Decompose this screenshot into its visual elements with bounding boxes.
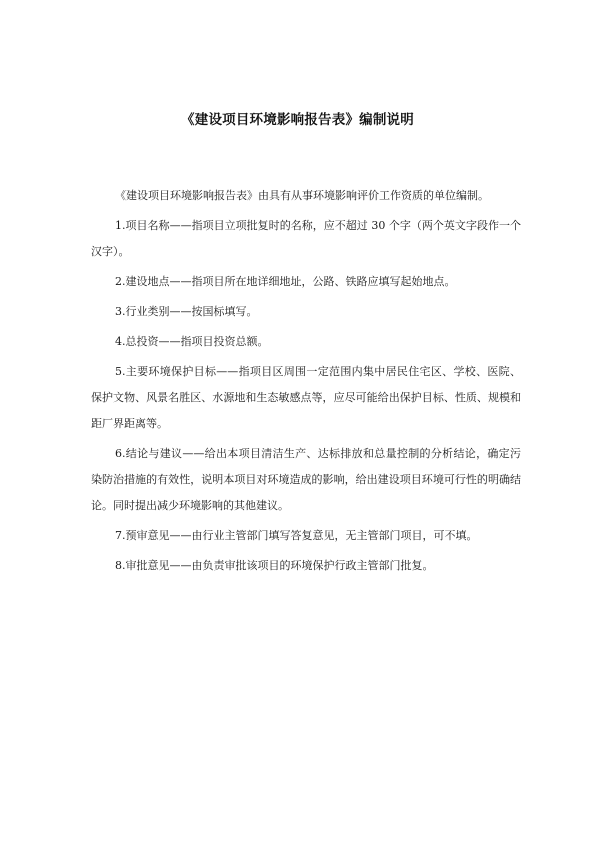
paragraph-approval: 8.审批意见——由负责审批该项目的环境保护行政主管部门批复。 [115, 559, 434, 572]
paragraph-protection-targets: 5.主要环境保护目标——指项目区周围一定范围内集中居民住宅区、学校、医院、保护文物、风景名胜区、水源地和生态敏感点等，应尽可能给出保护目标、性质、规模和距厂界距离等。 [91, 365, 521, 430]
paragraph-location: 2.建设地点——指项目所在地详细地址，公路、铁路应填写起始地点。 [115, 275, 456, 288]
paragraph-conclusions: 6.结论与建议——给出本项目清洁生产、达标排放和总量控制的分析结论，确定污染防治措施的有效性，说明本项目对环境造成的影响，给出建设项目环境可行性的明确结论。同时提出减少环境影响的其他建议。 [91, 447, 521, 512]
paragraph-investment: 4.总投资——指项目投资总额。 [115, 335, 269, 348]
paragraph-intro: 《建设项目环境影响报告表》由具有从事环境影响评价工作资质的单位编制。 [115, 189, 489, 202]
document-title: 《建设项目环境影响报告表》编制说明 [181, 112, 414, 128]
document-body [91, 183, 521, 583]
paragraph-pre-review: 7.预审意见——由行业主管部门填写答复意见，无主管部门项目，可不填。 [115, 529, 478, 542]
paragraph-project-name: 1.项目名称——指项目立项批复时的名称，应不超过 30 个字（两个英文字段作一个汉字）。 [91, 219, 521, 258]
paragraph-industry: 3.行业类别——按国标填写。 [115, 305, 258, 318]
